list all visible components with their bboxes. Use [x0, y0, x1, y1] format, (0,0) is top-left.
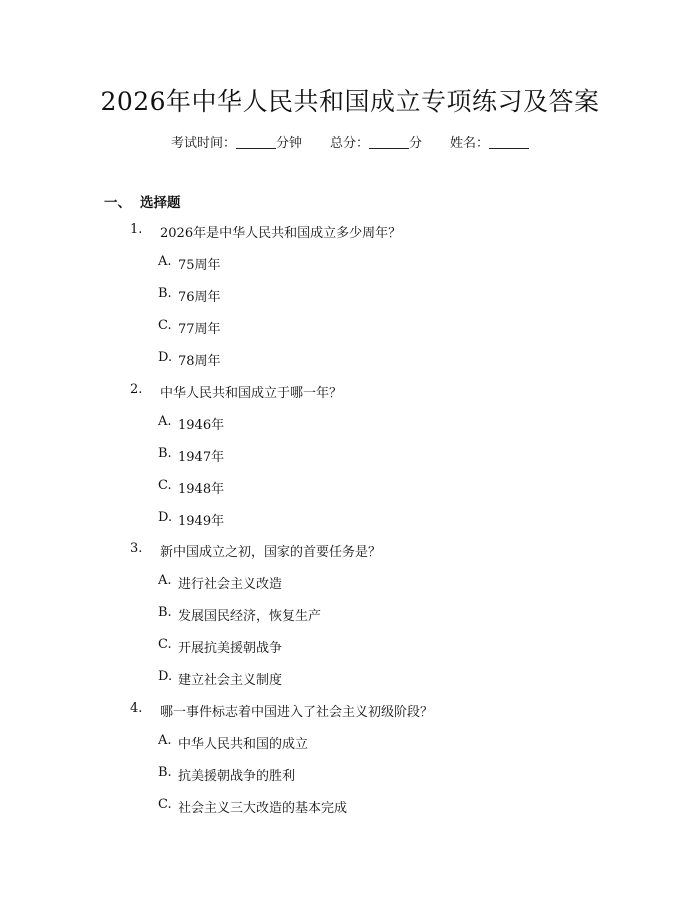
option-letter: B. — [158, 446, 172, 461]
option-text: 1947年 — [178, 450, 225, 465]
option-letter: C. — [158, 478, 172, 493]
question-number: 3. — [130, 541, 143, 556]
score-label: 总分： — [329, 136, 369, 151]
option-letter: A. — [158, 733, 172, 748]
option-letter: B. — [158, 286, 172, 301]
option-text: 78周年 — [178, 354, 221, 369]
option-text: 开展抗美援朝战争 — [178, 641, 283, 656]
question-number: 4. — [130, 701, 143, 716]
section-number: 一、 — [104, 195, 131, 211]
time-label: 考试时间： — [170, 136, 236, 151]
option-text: 1949年 — [178, 514, 225, 529]
name-blank[interactable] — [489, 136, 529, 149]
option-letter: B. — [158, 605, 172, 620]
section-heading — [104, 191, 181, 211]
time-blank[interactable] — [236, 136, 276, 149]
question-text: 哪一事件标志着中国进入了社会主义初级阶段？ — [160, 705, 434, 720]
option-letter: A. — [158, 254, 172, 269]
option-letter: D. — [158, 510, 173, 525]
option-letter: A. — [158, 414, 172, 429]
option-text: 75周年 — [178, 258, 221, 273]
option-letter: C. — [158, 797, 172, 812]
option-text: 中华人民共和国的成立 — [178, 737, 309, 752]
question-text: 中华人民共和国成立于哪一年？ — [160, 386, 343, 401]
exam-meta — [0, 132, 700, 151]
option-text: 1946年 — [178, 418, 225, 433]
time-unit: 分钟 — [275, 136, 302, 151]
option-letter: D. — [158, 350, 173, 365]
option-letter: B. — [158, 765, 172, 780]
name-label: 姓名： — [450, 136, 490, 151]
option-text: 进行社会主义改造 — [178, 577, 283, 592]
question-number: 2. — [130, 382, 143, 397]
score-blank[interactable] — [369, 136, 409, 149]
option-text: 建立社会主义制度 — [178, 673, 283, 688]
option-letter: C. — [158, 318, 172, 333]
option-text: 77周年 — [178, 322, 221, 337]
option-letter: A. — [158, 573, 172, 588]
option-text: 1948年 — [178, 482, 225, 497]
question-number: 1. — [130, 222, 143, 237]
question-text: 新中国成立之初，国家的首要任务是？ — [160, 545, 382, 560]
page-title: 2026年中华人民共和国成立专项练习及答案 — [100, 87, 600, 116]
option-text: 社会主义三大改造的基本完成 — [178, 801, 348, 816]
option-text: 76周年 — [178, 290, 221, 305]
option-text: 抗美援朝战争的胜利 — [178, 769, 296, 784]
option-text: 发展国民经济，恢复生产 — [178, 609, 322, 624]
score-unit: 分 — [409, 136, 423, 151]
section-title: 选择题 — [140, 195, 181, 211]
option-letter: D. — [158, 669, 173, 684]
question-text: 2026年是中华人民共和国成立多少周年？ — [160, 226, 402, 241]
option-letter: C. — [158, 637, 172, 652]
